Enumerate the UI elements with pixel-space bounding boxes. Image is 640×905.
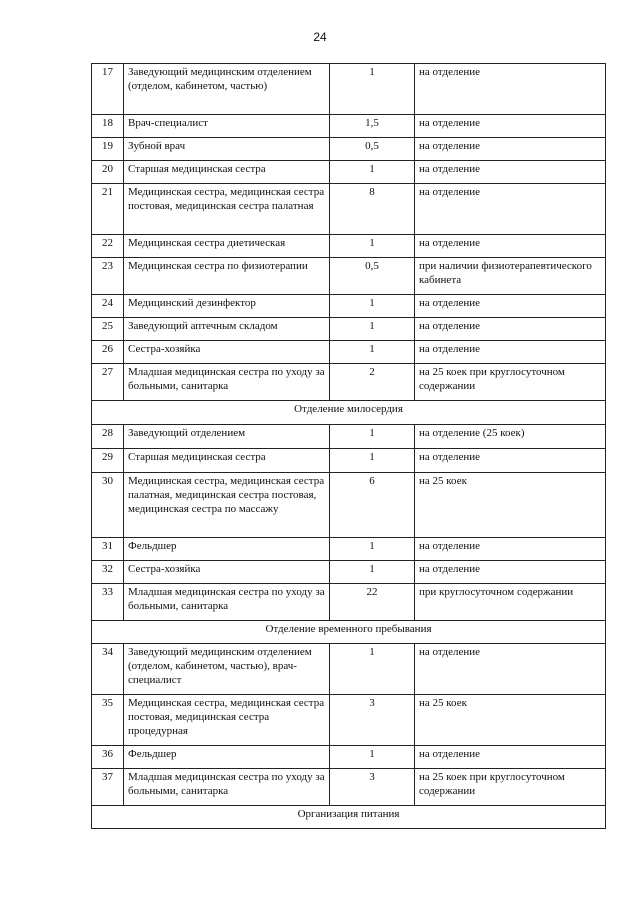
staffing-note: на отделение bbox=[415, 449, 606, 473]
section-header-row bbox=[92, 806, 606, 829]
position-name: Заведующий аптечным складом bbox=[124, 318, 330, 341]
staff-quantity: 1 bbox=[330, 161, 415, 184]
staffing-note: при наличии физиотерапевтического кабинета bbox=[415, 258, 606, 295]
row-number: 31 bbox=[92, 538, 124, 561]
table-row bbox=[92, 235, 606, 258]
position-name: Врач-специалист bbox=[124, 115, 330, 138]
row-number: 33 bbox=[92, 584, 124, 621]
table-row bbox=[92, 258, 606, 295]
staffing-note: на отделение bbox=[415, 235, 606, 258]
staffing-note: на отделение bbox=[415, 538, 606, 561]
staffing-note: на 25 коек при круглосуточном содержании bbox=[415, 769, 606, 806]
row-number: 23 bbox=[92, 258, 124, 295]
staffing-note: на отделение bbox=[415, 644, 606, 695]
staff-quantity: 1 bbox=[330, 295, 415, 318]
staffing-note: на отделение bbox=[415, 64, 606, 115]
position-name: Младшая медицинская сестра по уходу за больными, санитарка bbox=[124, 584, 330, 621]
staff-quantity: 1 bbox=[330, 449, 415, 473]
table-row bbox=[92, 161, 606, 184]
page-number: 24 bbox=[313, 30, 327, 44]
staff-quantity: 1 bbox=[330, 235, 415, 258]
section-header-row bbox=[92, 621, 606, 644]
staff-quantity: 1,5 bbox=[330, 115, 415, 138]
staffing-note: на 25 коек при круглосуточном содержании bbox=[415, 364, 606, 401]
row-number: 25 bbox=[92, 318, 124, 341]
position-name: Зубной врач bbox=[124, 138, 330, 161]
row-number: 22 bbox=[92, 235, 124, 258]
staff-quantity: 0,5 bbox=[330, 258, 415, 295]
row-number: 35 bbox=[92, 695, 124, 746]
staffing-note: на отделение bbox=[415, 295, 606, 318]
table-row bbox=[92, 584, 606, 621]
staff-quantity: 1 bbox=[330, 538, 415, 561]
position-name: Младшая медицинская сестра по уходу за больными, санитарка bbox=[124, 769, 330, 806]
position-name: Медицинская сестра, медицинская сестра постовая, медицинская сестра палатная bbox=[124, 184, 330, 235]
table-row bbox=[92, 364, 606, 401]
staffing-note: при круглосуточном содержании bbox=[415, 584, 606, 621]
table-row bbox=[92, 425, 606, 449]
section-title: Отделение временного пребывания bbox=[92, 621, 606, 644]
staffing-table bbox=[91, 63, 606, 829]
section-title: Отделение милосердия bbox=[92, 401, 606, 425]
table-row bbox=[92, 138, 606, 161]
row-number: 24 bbox=[92, 295, 124, 318]
staffing-table-body bbox=[92, 64, 606, 829]
row-number: 27 bbox=[92, 364, 124, 401]
row-number: 21 bbox=[92, 184, 124, 235]
staffing-note: на 25 коек bbox=[415, 695, 606, 746]
staff-quantity: 1 bbox=[330, 64, 415, 115]
position-name: Сестра-хозяйка bbox=[124, 341, 330, 364]
staff-quantity: 1 bbox=[330, 644, 415, 695]
position-name: Сестра-хозяйка bbox=[124, 561, 330, 584]
section-header-row bbox=[92, 401, 606, 425]
row-number: 29 bbox=[92, 449, 124, 473]
position-name: Фельдшер bbox=[124, 538, 330, 561]
staffing-note: на отделение bbox=[415, 318, 606, 341]
staff-quantity: 3 bbox=[330, 769, 415, 806]
staff-quantity: 3 bbox=[330, 695, 415, 746]
table-row bbox=[92, 644, 606, 695]
staff-quantity: 1 bbox=[330, 425, 415, 449]
staff-quantity: 6 bbox=[330, 473, 415, 538]
position-name: Медицинская сестра, медицинская сестра постовая, медицинская сестра процедурная bbox=[124, 695, 330, 746]
table-row bbox=[92, 449, 606, 473]
staffing-note: на отделение bbox=[415, 341, 606, 364]
staffing-note: на отделение bbox=[415, 115, 606, 138]
row-number: 30 bbox=[92, 473, 124, 538]
table-row bbox=[92, 318, 606, 341]
table-row bbox=[92, 341, 606, 364]
row-number: 18 bbox=[92, 115, 124, 138]
staff-quantity: 0,5 bbox=[330, 138, 415, 161]
section-title: Организация питания bbox=[92, 806, 606, 829]
row-number: 28 bbox=[92, 425, 124, 449]
staff-quantity: 1 bbox=[330, 561, 415, 584]
position-name: Заведующий отделением bbox=[124, 425, 330, 449]
position-name: Младшая медицинская сестра по уходу за больными, санитарка bbox=[124, 364, 330, 401]
staffing-note: на отделение (25 коек) bbox=[415, 425, 606, 449]
table-row bbox=[92, 115, 606, 138]
row-number: 20 bbox=[92, 161, 124, 184]
staffing-note: на 25 коек bbox=[415, 473, 606, 538]
table-row bbox=[92, 561, 606, 584]
row-number: 26 bbox=[92, 341, 124, 364]
position-name: Медицинская сестра по физиотерапии bbox=[124, 258, 330, 295]
staff-quantity: 22 bbox=[330, 584, 415, 621]
table-row bbox=[92, 538, 606, 561]
row-number: 36 bbox=[92, 746, 124, 769]
position-name: Медицинский дезинфектор bbox=[124, 295, 330, 318]
row-number: 34 bbox=[92, 644, 124, 695]
table-row bbox=[92, 695, 606, 746]
row-number: 37 bbox=[92, 769, 124, 806]
position-name: Заведующий медицинским отделением (отделом, кабинетом, частью), врач-специалист bbox=[124, 644, 330, 695]
table-row bbox=[92, 295, 606, 318]
table-row bbox=[92, 746, 606, 769]
position-name: Старшая медицинская сестра bbox=[124, 449, 330, 473]
staffing-note: на отделение bbox=[415, 561, 606, 584]
staff-quantity: 2 bbox=[330, 364, 415, 401]
position-name: Медицинская сестра диетическая bbox=[124, 235, 330, 258]
table-row bbox=[92, 769, 606, 806]
position-name: Заведующий медицинским отделением (отделом, кабинетом, частью) bbox=[124, 64, 330, 115]
staffing-note: на отделение bbox=[415, 161, 606, 184]
position-name: Фельдшер bbox=[124, 746, 330, 769]
row-number: 19 bbox=[92, 138, 124, 161]
staffing-note: на отделение bbox=[415, 138, 606, 161]
staff-quantity: 1 bbox=[330, 318, 415, 341]
table-row bbox=[92, 184, 606, 235]
row-number: 17 bbox=[92, 64, 124, 115]
staffing-note: на отделение bbox=[415, 746, 606, 769]
row-number: 32 bbox=[92, 561, 124, 584]
staff-quantity: 1 bbox=[330, 746, 415, 769]
table-row bbox=[92, 64, 606, 115]
staffing-note: на отделение bbox=[415, 184, 606, 235]
table-row bbox=[92, 473, 606, 538]
position-name: Старшая медицинская сестра bbox=[124, 161, 330, 184]
staff-quantity: 8 bbox=[330, 184, 415, 235]
position-name: Медицинская сестра, медицинская сестра палатная, медицинская сестра постовая, медицинская сестра по массажу bbox=[124, 473, 330, 538]
staff-quantity: 1 bbox=[330, 341, 415, 364]
